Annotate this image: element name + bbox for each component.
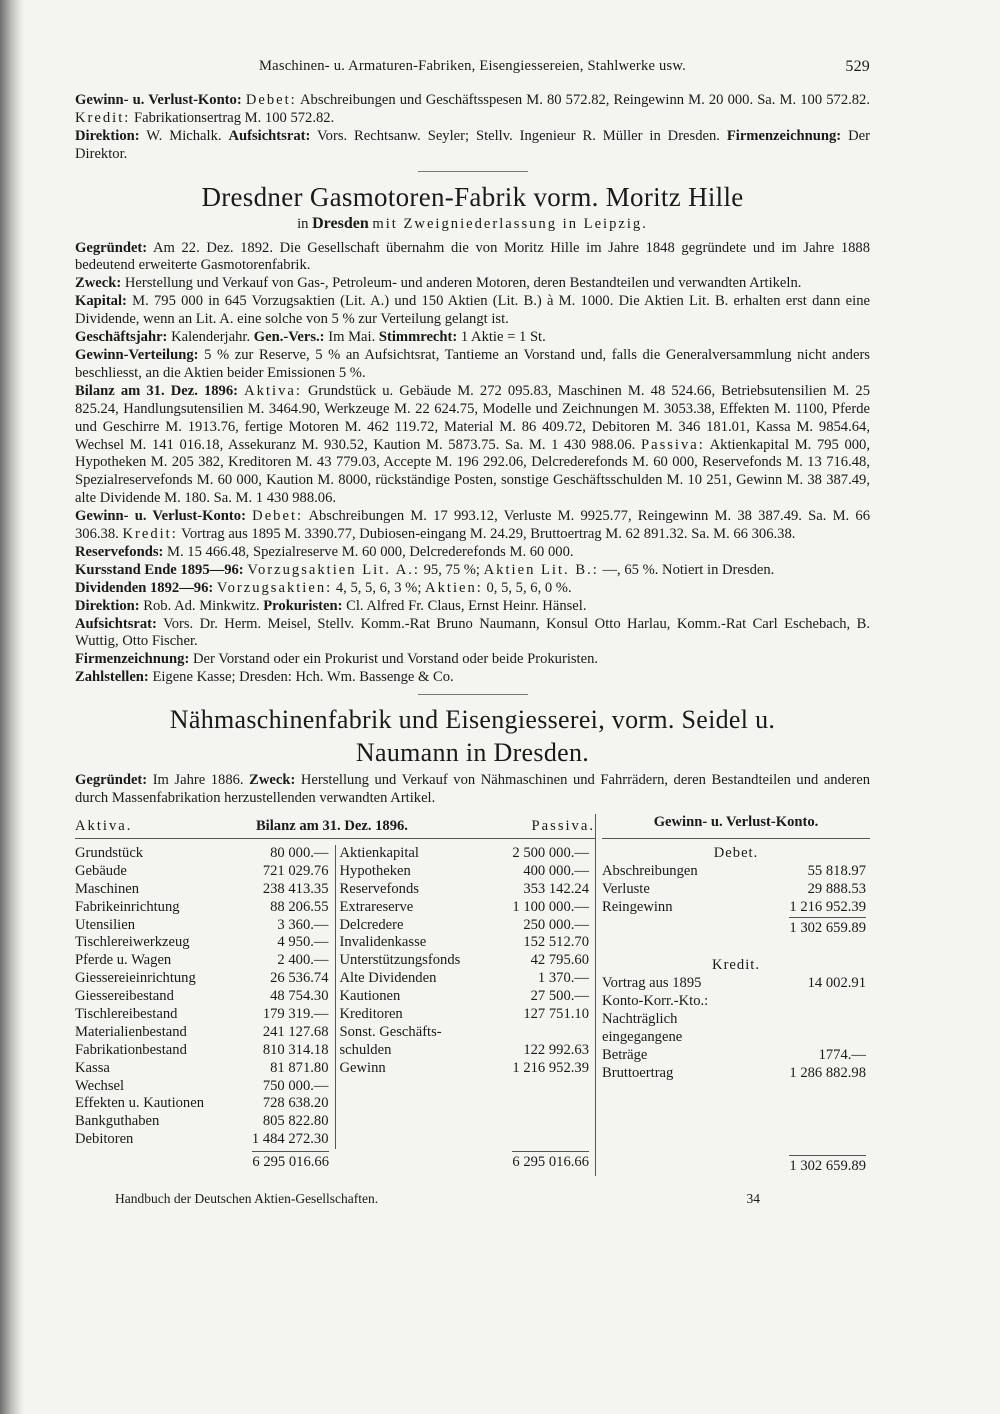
row-item: Kautionen xyxy=(339,988,401,1005)
label: Aufsichtsrat: xyxy=(228,127,311,144)
bilanz-entry xyxy=(75,383,870,508)
row-item: Unterstützungsfonds xyxy=(339,952,461,969)
table-row xyxy=(602,1029,870,1047)
gv-konto-table xyxy=(595,814,870,1176)
table-row xyxy=(336,1060,596,1078)
aktien-label: Aktien Lit. B.: xyxy=(483,561,599,578)
text: Rob. Ad. Minkwitz. xyxy=(143,597,260,614)
text: Cl. Alfred Fr. Claus, Ernst Heinr. Hänsel. xyxy=(346,597,587,614)
table-row xyxy=(336,917,596,935)
row-item: Extrareserve xyxy=(339,898,414,915)
table-row xyxy=(75,1095,335,1113)
row-item: Nachträglich xyxy=(602,1011,678,1028)
table-row xyxy=(336,1042,596,1060)
row-item: Materialienbestand xyxy=(75,1023,187,1040)
label: Gewinn- u. Verlust-Konto: xyxy=(75,92,242,108)
row-value: 238 413.35 xyxy=(262,880,329,897)
table-row xyxy=(602,863,870,881)
label: Gen.-Vers.: xyxy=(253,329,325,346)
row-item: Gewinn xyxy=(339,1059,386,1076)
row-item: Konto-Korr.-Kto.: xyxy=(602,993,709,1010)
footer-title: Handbuch der Deutschen Aktien-Gesellschaften. xyxy=(115,1190,379,1206)
table-row xyxy=(602,881,870,899)
row-item: Beträge xyxy=(602,1046,648,1063)
passiva-column xyxy=(336,845,596,1149)
row-item: Vortrag aus 1895 xyxy=(602,975,702,992)
row-value: 721 029.76 xyxy=(262,862,329,879)
row-item: Reingewinn xyxy=(602,898,673,915)
text: Herstellung und Verkauf von Nähmaschinen und Fahrrädern, deren Bestandteilen und anderen durch Massenfabrikation herzustellenden verwandten Artikel. xyxy=(75,772,871,807)
aktiva-label: Aktiva: xyxy=(244,382,302,399)
label: Stimmrecht: xyxy=(378,329,458,346)
table-row xyxy=(75,917,335,935)
row-value: 241 127.68 xyxy=(262,1023,329,1040)
text: Im Jahre 1886. xyxy=(152,772,244,789)
gewinn-verteilung-entry xyxy=(75,347,870,383)
row-value: 14 002.91 xyxy=(807,975,866,992)
company-title: Dresdner Gasmotoren-Fabrik vorm. Moritz Hille xyxy=(201,181,744,212)
text: Der Vorstand oder ein Prokurist und Vorstand oder beide Prokuristen. xyxy=(192,651,599,668)
document-page xyxy=(75,58,870,1208)
text: —, 65 %. Notiert in Dresden. xyxy=(602,561,775,578)
reservefonds-entry xyxy=(75,544,870,562)
text: Fabrikationsertrag M. 100 572.82. xyxy=(134,109,335,126)
text: Abschreibungen M. 17 993.12, Verluste M. 9925.77, Reingewinn M. 38 387.49. Sa. M. 66 306.38. xyxy=(75,508,871,543)
table-row xyxy=(75,1006,335,1024)
row-value: 4 950.— xyxy=(277,934,329,951)
row-item: Debitoren xyxy=(75,1131,134,1148)
kredit-label: Kredit: xyxy=(122,526,178,543)
gv-konto-entry xyxy=(75,508,870,544)
row-item: Grundstück xyxy=(75,845,144,861)
row-item: Alte Dividenden xyxy=(339,970,437,987)
geschaeftsjahr-entry xyxy=(75,329,870,347)
table-row xyxy=(602,1047,870,1065)
row-value: 1 484 272.30 xyxy=(251,1131,329,1148)
table-row xyxy=(75,881,335,899)
passiva-label: Passiva: xyxy=(640,436,705,453)
text: Vors. Dr. Herm. Meisel, Stellv. Komm.-Rat Bruno Naumann, Konsul Otto Harlau, Komm.-Rat Carl Eschebach, B. Wuttig, Otto Fischer. xyxy=(75,615,870,650)
row-item: Fabrikationbestand xyxy=(75,1041,187,1058)
table-row xyxy=(336,881,596,899)
row-item: Hypotheken xyxy=(339,862,411,879)
row-value: 48 754.30 xyxy=(270,988,329,1005)
row-item: Bankguthaben xyxy=(75,1113,160,1130)
debet-label: Debet: xyxy=(245,92,297,108)
bilanz-header xyxy=(75,814,595,839)
table-row xyxy=(602,993,870,1011)
debet-total-row xyxy=(602,917,870,938)
kredit-total-row xyxy=(602,1155,870,1176)
row-value: 55 818.97 xyxy=(807,862,866,879)
row-value: 810 314.18 xyxy=(262,1041,329,1058)
aktiva-total: 6 295 016.66 xyxy=(252,1151,329,1172)
label: Prokuristen: xyxy=(263,597,343,614)
passiva-total: 6 295 016.66 xyxy=(512,1151,589,1172)
row-value: 3 360.— xyxy=(277,916,329,933)
row-item: Wechsel xyxy=(75,1077,125,1094)
text: Eigene Kasse; Dresden: Hch. Wm. Bassenge & Co. xyxy=(152,669,454,686)
row-value: 1774.— xyxy=(818,1046,866,1063)
text: Abschreibungen und Geschäftsspesen M. 80 572.82, Reingewinn M. 20 000. Sa. M. 100 572.82. xyxy=(300,92,871,108)
row-value: 1 286 882.98 xyxy=(789,1064,866,1081)
section-divider xyxy=(418,694,528,695)
text: Grundstück u. Gebäude M. 272 095.83, Maschinen M. 48 524.66, Betriebsutensilien M. 25 825.24, Handlungsutensilien M. 3464.90, Werkzeuge M. 22 624.75, Modelle und Zeichnungen M. 3053.38, Effekten M. 1100, Pferde und Geschirre M. 1913.76, fertige Motoren M. 462 119.72, Material M. 86 409.72, Debitoren M. 346 181.01, Kassa M. 9854.64, Wechsel M. 141 016.18, Assekuranz M. 930.52, Kaution M. 5873.75. Sa. M. 1 430 988.06. xyxy=(75,382,871,453)
table-row xyxy=(75,1024,335,1042)
row-item: Kassa xyxy=(75,1059,110,1076)
gv-title: Gewinn- u. Verlust-Konto. xyxy=(602,814,870,839)
kredit-total: 1 302 659.89 xyxy=(789,1155,866,1176)
financial-tables xyxy=(75,814,870,1176)
book-binding-shadow xyxy=(0,0,24,1414)
gegruendet-zweck-entry xyxy=(75,772,870,808)
table-row xyxy=(336,845,596,863)
row-item: schulden xyxy=(339,1041,392,1058)
label: Bilanz am 31. Dez. 1896: xyxy=(75,382,239,399)
text: M. 795 000 in 645 Vorzugsaktien (Lit. A.) und 150 Aktien (Lit. B.) à M. 1000. Die Aktien Lit. B. erhalten erst dann eine Dividende, wenn an Lit. A. eine solche von 5 % zur Verteilung gelangt ist. xyxy=(75,293,870,328)
zweck-entry xyxy=(75,275,870,293)
label: Geschäftsjahr: xyxy=(75,329,168,346)
bilanz-title: Bilanz am 31. Dez. 1896. xyxy=(255,818,408,835)
row-item: Reservefonds xyxy=(339,880,419,897)
gegruendet-entry xyxy=(75,240,870,276)
row-item: Aktienkapital xyxy=(339,845,419,861)
table-row xyxy=(75,988,335,1006)
zahlstellen-entry xyxy=(75,669,870,687)
text: 4, 5, 5, 6, 3 %; xyxy=(335,579,422,596)
row-value: 1 216 952.39 xyxy=(789,898,866,915)
kursstand-entry xyxy=(75,562,870,580)
row-item: Utensilien xyxy=(75,916,135,933)
debet-label: Debet: xyxy=(252,508,304,525)
row-value: 127 751.10 xyxy=(523,1006,589,1023)
bilanz-table xyxy=(75,814,595,1176)
table-row xyxy=(336,934,596,952)
table-row xyxy=(75,1060,335,1078)
table-row xyxy=(75,970,335,988)
table-row xyxy=(602,899,870,917)
row-value: 81 871.80 xyxy=(270,1059,329,1076)
prev-gv-entry xyxy=(75,92,870,128)
company-title-line1: Nähmaschinenfabrik und Eisengiesserei, vorm. Seidel u. xyxy=(169,705,776,735)
text: Der Direktor. xyxy=(75,127,870,162)
row-value: 179 319.— xyxy=(262,1006,329,1023)
label: Gewinn-Verteilung: xyxy=(75,346,199,363)
subtitle-city: Dresden xyxy=(312,214,369,232)
row-value: 805 822.80 xyxy=(262,1113,329,1130)
label: Gewinn- u. Verlust-Konto: xyxy=(75,508,246,525)
text: Kalenderjahr. xyxy=(171,329,251,346)
row-item: eingegangene xyxy=(602,1029,683,1046)
text: Am 22. Dez. 1892. Die Gesellschaft übernahm die von Moritz Hille im Jahre 1848 gegründete und im Jahre 1888 bedeutend erweiterte Gasmotorenfabrik. xyxy=(75,239,871,274)
row-item: Fabrikeinrichtung xyxy=(75,898,180,915)
bilanz-columns xyxy=(75,839,595,1149)
subtitle-rest: mit Zweigniederlassung in Leipzig. xyxy=(372,215,648,232)
signature-mark: 34 xyxy=(746,1190,760,1206)
row-value: 1 370.— xyxy=(537,970,589,987)
text: W. Michalk. xyxy=(146,127,222,144)
aktiva-label: Aktiva. xyxy=(75,818,133,835)
table-row xyxy=(336,988,596,1006)
row-item: Verluste xyxy=(602,880,650,897)
label: Gegründet: xyxy=(75,239,148,256)
text: 0, 5, 5, 6, 0 %. xyxy=(486,579,572,596)
table-row xyxy=(336,970,596,988)
label: Firmenzeichnung: xyxy=(75,651,190,668)
row-value: 152 512.70 xyxy=(523,934,589,951)
table-row xyxy=(75,952,335,970)
page-footer xyxy=(75,1190,870,1208)
table-row xyxy=(75,1131,335,1149)
table-row xyxy=(75,899,335,917)
row-value: 353 142.24 xyxy=(523,880,589,897)
debet-total: 1 302 659.89 xyxy=(789,917,866,938)
table-row xyxy=(602,1011,870,1029)
row-item: Giessereibestand xyxy=(75,988,174,1005)
label: Zweck: xyxy=(249,772,296,789)
row-value: 2 500 000.— xyxy=(512,845,589,861)
page-number: 529 xyxy=(845,58,870,75)
label: Direktion: xyxy=(75,127,140,144)
row-item: Pferde u. Wagen xyxy=(75,952,172,969)
text: Aktienkapital M. 795 000, Hypotheken M. 205 382, Kreditoren M. 43 779.03, Accepte M. 196 292.06, Delcrederefonds M. 60 000, Reservefonds M. 13 716.48, Spezialreservefonds M. 60 000, Kaution M. 8000, rückständige Posten, sonstige Geschäftsschulden M. 10 251, Gewinn M. 38 387.49, alte Dividende M. 180. Sa. M. 1 430 988.06. xyxy=(75,436,870,507)
table-row xyxy=(336,1006,596,1024)
text: 95, 75 %; xyxy=(423,561,480,578)
table-row xyxy=(336,1024,596,1042)
debet-rows xyxy=(602,863,870,917)
text: Herstellung und Verkauf von Gas-, Petroleum- und anderen Motoren, deren Bestandteilen und verwandten Artikeln. xyxy=(124,275,802,292)
debet-label: Debet. xyxy=(713,845,759,861)
table-row xyxy=(336,952,596,970)
table-row xyxy=(336,899,596,917)
company-subtitle xyxy=(75,215,870,234)
section-divider xyxy=(418,171,528,172)
row-value: 2 400.— xyxy=(277,952,329,969)
text: Vors. Rechtsanw. Seyler; Stellv. Ingenieur R. Müller in Dresden. xyxy=(317,127,720,144)
text: Im Mai. xyxy=(328,329,376,346)
aufsichtsrat-entry xyxy=(75,616,870,652)
label: Gegründet: xyxy=(75,772,148,789)
table-row xyxy=(602,1065,870,1083)
row-item: Maschinen xyxy=(75,880,140,897)
bilanz-totals xyxy=(75,1151,595,1172)
running-head-title: Maschinen- u. Armaturen-Fabriken, Eisengiessereien, Stahlwerke usw. xyxy=(258,58,687,74)
table-row xyxy=(336,863,596,881)
row-value: 1 100 000.— xyxy=(512,898,589,915)
table-row xyxy=(75,1078,335,1096)
label: Reservefonds: xyxy=(75,543,164,560)
row-item: Invalidenkasse xyxy=(339,934,427,951)
label: Kapital: xyxy=(75,293,127,310)
label: Aufsichtsrat: xyxy=(75,615,157,632)
row-item: Effekten u. Kautionen xyxy=(75,1095,205,1112)
label: Zahlstellen: xyxy=(75,669,149,686)
label: Kursstand Ende 1895—96: xyxy=(75,561,244,578)
row-value: 42 795.60 xyxy=(530,952,589,969)
row-value: 27 500.— xyxy=(530,988,589,1005)
kapital-entry xyxy=(75,293,870,329)
table-row xyxy=(75,845,335,863)
table-row xyxy=(75,1042,335,1060)
row-item: Tischlereibestand xyxy=(75,1006,178,1023)
kredit-label: Kredit: xyxy=(75,109,131,126)
table-row xyxy=(602,975,870,993)
label: Dividenden 1892—96: xyxy=(75,579,214,596)
row-item: Delcredere xyxy=(339,916,404,933)
text: 5 % zur Reserve, 5 % an Aufsichtsrat, Tantieme an Vorstand und, falls die Generalversammlung nicht anders beschliesst, an die Aktien beider Emissionen 5 %. xyxy=(75,346,870,381)
text: Vortrag aus 1895 M. 3390.77, Dubiosen-eingang M. 24.29, Bruttoertrag M. 62 891.32. Sa. M. 66 306.38. xyxy=(181,526,796,543)
table-row xyxy=(75,934,335,952)
row-value: 750 000.— xyxy=(262,1077,329,1094)
passiva-label: Passiva. xyxy=(531,818,595,835)
aktiva-column xyxy=(75,845,336,1149)
firmenzeichnung-entry xyxy=(75,651,870,669)
label: Direktion: xyxy=(75,597,140,614)
row-item: Tischlereiwerkzeug xyxy=(75,934,190,951)
text: 1 Aktie = 1 St. xyxy=(460,329,546,346)
row-item: Kreditoren xyxy=(339,1006,403,1023)
label: Zweck: xyxy=(75,275,122,292)
kredit-rows xyxy=(602,975,870,1082)
table-row xyxy=(75,863,335,881)
row-value: 250 000.— xyxy=(523,916,589,933)
subtitle-in: in xyxy=(297,215,309,232)
dividenden-entry xyxy=(75,580,870,598)
row-value: 1 216 952.39 xyxy=(512,1059,589,1076)
row-value: 88 206.55 xyxy=(270,898,329,915)
vorzugsaktien-label: Vorzugsaktien: xyxy=(216,579,333,596)
row-item: Gebäude xyxy=(75,862,127,879)
row-value: 29 888.53 xyxy=(807,880,866,897)
company-title-line2: Naumann in Dresden. xyxy=(355,738,590,768)
running-head xyxy=(75,58,870,80)
table-row xyxy=(75,1113,335,1131)
vorzugsaktien-label: Vorzugsaktien Lit. A.: xyxy=(247,561,420,578)
row-item: Giessereieinrichtung xyxy=(75,970,196,987)
row-value: 80 000.— xyxy=(270,845,329,861)
aktien-label: Aktien: xyxy=(425,579,483,596)
prev-direktion-entry xyxy=(75,128,870,164)
row-item: Bruttoertrag xyxy=(602,1064,674,1081)
row-value: 728 638.20 xyxy=(262,1095,329,1112)
kredit-label: Kredit. xyxy=(712,957,760,974)
row-value: 122 992.63 xyxy=(523,1041,589,1058)
text: M. 15 466.48, Spezialreserve M. 60 000, Delcrederefonds M. 60 000. xyxy=(167,543,574,560)
row-value: 400 000.— xyxy=(523,862,589,879)
row-item: Abschreibungen xyxy=(602,862,698,879)
direktion-entry xyxy=(75,598,870,616)
row-value: 26 536.74 xyxy=(270,970,329,987)
label: Firmenzeichnung: xyxy=(726,127,842,144)
row-item: Sonst. Geschäfts- xyxy=(339,1023,442,1040)
